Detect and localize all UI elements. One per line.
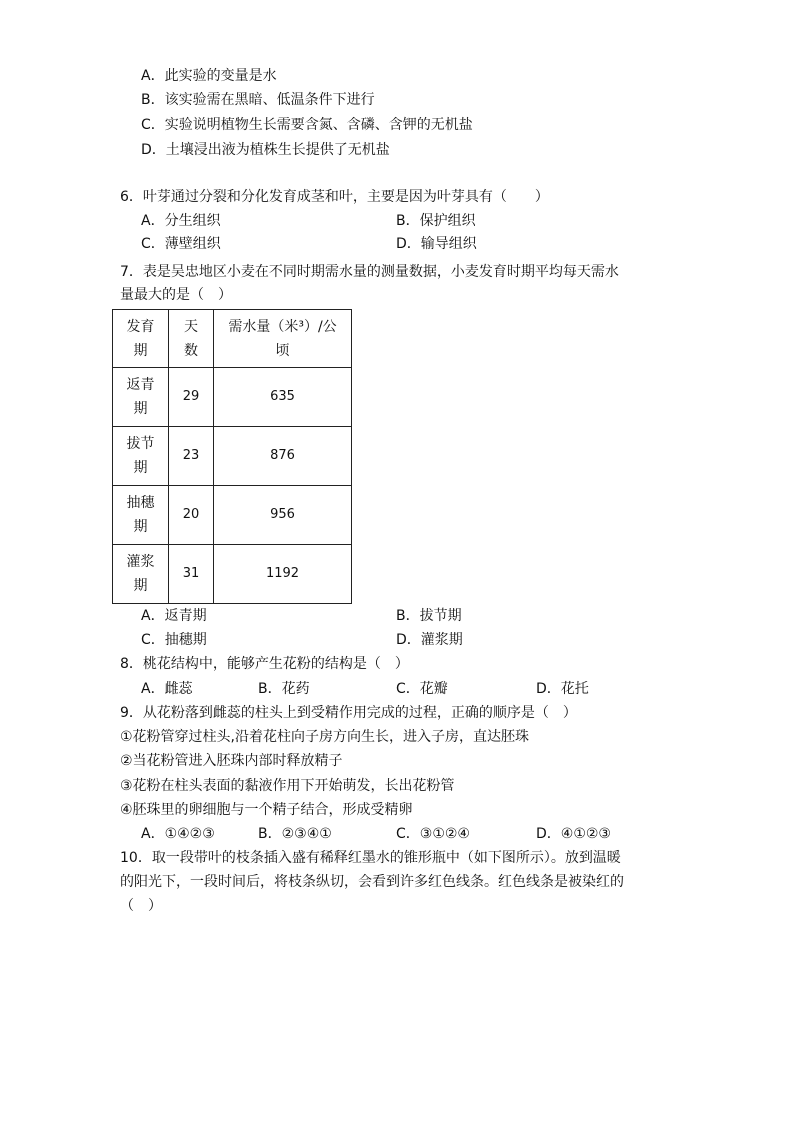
q5-option-a: A．此实验的变量是水 xyxy=(141,68,277,84)
q10-stem-line1: 10．取一段带叶的枝条插入盛有稀释红墨水的锥形瓶中（如下图所示）。放到温暖 xyxy=(120,850,621,866)
table-row xyxy=(113,427,352,486)
q6-stem: 6．叶芽通过分裂和分化发育成茎和叶，主要是因为叶芽具有（ ） xyxy=(120,189,549,205)
cell-days: 23 xyxy=(169,427,214,486)
cell-water: 635 xyxy=(214,368,352,427)
q8-option-b: B．花药 xyxy=(258,681,310,697)
q8-options-row xyxy=(141,679,641,699)
q6-option-c: C．薄壁组织 xyxy=(141,236,221,252)
q9-step-2: ②当花粉管进入胚珠内部时释放精子 xyxy=(120,753,343,769)
q10-stem-line2: 的阳光下，一段时间后，将枝条纵切，会看到许多红色线条。红色线条是被染红的 xyxy=(120,874,624,890)
cell-stage: 灌浆期 xyxy=(113,545,169,604)
cell-water: 876 xyxy=(214,427,352,486)
q5-option-c: C．实验说明植物生长需要含氮、含磷、含钾的无机盐 xyxy=(141,117,473,133)
table-header-row xyxy=(113,310,352,368)
q7-stem-line2: 量最大的是（ ） xyxy=(120,287,232,303)
q9-step-3: ③花粉在柱头表面的黏液作用下开始萌发，长出花粉管 xyxy=(120,778,455,794)
q7-stem-line1: 7．表是吴忠地区小麦在不同时期需水量的测量数据，小麦发育时期平均每天需水 xyxy=(120,264,619,280)
q9-options-row xyxy=(141,824,641,844)
header-stage: 发育期 xyxy=(113,310,169,368)
q7-options-row2 xyxy=(141,630,641,650)
q8-option-d: D．花托 xyxy=(536,681,589,697)
cell-water: 956 xyxy=(214,486,352,545)
q9-stem: 9．从花粉落到雌蕊的柱头上到受精作用完成的过程，正确的顺序是（ ） xyxy=(120,705,577,721)
table-row xyxy=(113,368,352,427)
q9-step-4: ④胚珠里的卵细胞与一个精子结合，形成受精卵 xyxy=(120,802,413,818)
q7-option-d: D．灌浆期 xyxy=(396,632,463,648)
q6-option-b: B．保护组织 xyxy=(396,213,476,229)
q6-options-row2 xyxy=(141,234,641,254)
q9-option-b: B．②③④① xyxy=(258,826,332,842)
q9-option-d: D．④①②③ xyxy=(536,826,611,842)
q6-options-row1 xyxy=(141,211,641,231)
q7-option-a: A．返青期 xyxy=(141,608,207,624)
q5-option-b: B．该实验需在黑暗、低温条件下进行 xyxy=(141,92,375,108)
q9-option-c: C．③①②④ xyxy=(396,826,470,842)
q6-option-a: A．分生组织 xyxy=(141,213,221,229)
q5-option-d: D．土壤浸出液为植株生长提供了无机盐 xyxy=(141,142,390,158)
header-days: 天数 xyxy=(169,310,214,368)
header-water: 需水量（米³）/公顷 xyxy=(214,310,352,368)
cell-days: 20 xyxy=(169,486,214,545)
q7-option-b: B．拔节期 xyxy=(396,608,462,624)
table-row xyxy=(113,486,352,545)
page-blank-area xyxy=(0,930,793,1120)
cell-days: 29 xyxy=(169,368,214,427)
q8-option-c: C．花瓣 xyxy=(396,681,448,697)
q6-option-d: D．输导组织 xyxy=(396,236,477,252)
cell-stage: 拔节期 xyxy=(113,427,169,486)
water-requirement-table xyxy=(112,309,352,604)
q7-option-c: C．抽穗期 xyxy=(141,632,207,648)
cell-stage: 返青期 xyxy=(113,368,169,427)
table-row xyxy=(113,545,352,604)
cell-stage: 抽穗期 xyxy=(113,486,169,545)
q10-stem-line3: （ ） xyxy=(120,898,162,914)
cell-water: 1192 xyxy=(214,545,352,604)
q7-options-row1 xyxy=(141,606,641,626)
q9-option-a: A．①④②③ xyxy=(141,826,215,842)
q9-step-1: ①花粉管穿过柱头,沿着花柱向子房方向生长，进入子房，直达胚珠 xyxy=(120,729,529,745)
q8-option-a: A．雌蕊 xyxy=(141,681,193,697)
cell-days: 31 xyxy=(169,545,214,604)
q8-stem: 8．桃花结构中，能够产生花粉的结构是（ ） xyxy=(120,656,409,672)
